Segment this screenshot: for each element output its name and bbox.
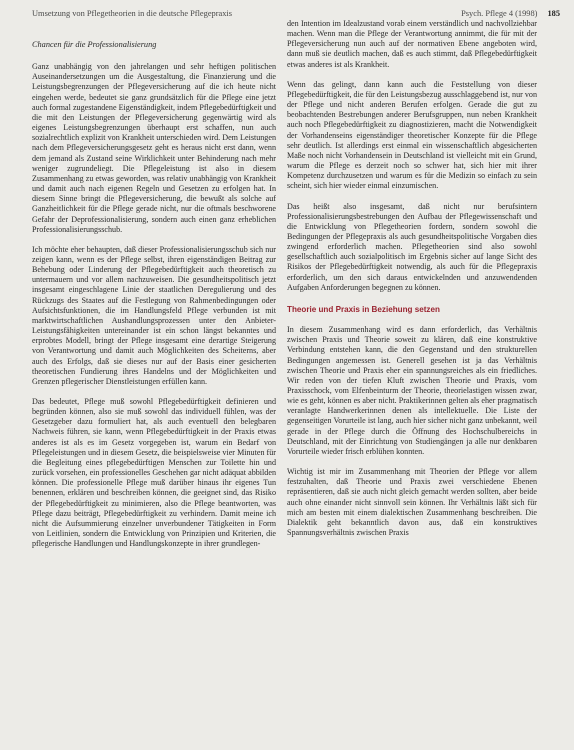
left-column bbox=[32, 32, 276, 740]
running-title: Umsetzung von Pflegetheorien in die deutsche Pflegepraxis bbox=[32, 9, 233, 18]
paragraph: den Intention im Idealzustand vorab einem verständlich und nachvollziehbar machen. Wenn man die Pflege der Verantwortung annimmt, die für mit der Pflegeversicherung nun auch auf der normativen Ebene angeboten wird, dann muß sie deutlich machen, daß es auch stimmt, daß Pflegebedürftigkeit etwas anderes ist als Krankheit. bbox=[287, 19, 537, 69]
paragraph: Wenn das gelingt, dann kann auch die Feststellung von dieser Pflegebedürftigkeit, die für den Leistungsbezug ausschlaggebend ist, nur von der Pflege und nicht anderen Berufen erfolgen. Gerade die gut zu beobachtenden Bestrebungen anderer Berufsgruppen, nun neben Krankheit auch noch Pflegebedürftigkeit zu diagnostizieren, macht die Notwendigkeit der Vorhandenseins eigenständiger theoretischer Konzepte für die Pflege sehr deutlich. Ist allerdings erst einmal ein wissenschaftlich abgesicherten Maße noch nicht Vorhandensein in Deutschland ist vielleicht mit ein Grund, warum die Pflege es derzeit noch so schwer hat, sich hier mit ihrer Kompetenz durchzusetzen und warum es für die Medizin so einfach zu sein scheint, sich hier wieder einmal einzumischen. bbox=[287, 79, 537, 191]
subheading: Chancen für die Professionalisierung bbox=[32, 40, 157, 49]
page-number: 185 bbox=[547, 9, 560, 18]
journal-citation: Psych. Pflege 4 (1998) bbox=[461, 9, 538, 18]
paragraph: Ganz unabhängig von den jahrelangen und sehr heftigen politischen Auseinandersetzungen um die Ausgestaltung, die Finanzierung und die Leistungsbegrenzungen der Pflegeversicherung auf die ich heute nicht eingehen werde, bedeutet sie ganz grundsätzlich für die Pflege eine jetzt auch formal zugestandene Eigenständigkeit, indem Pflegebedürftigkeit und die mit den Leistungen der Pflegeversicherung gegenwärtig wird als eigenes Leistungsbegrenzungen überhaupt erst schaffen, nun auch sozialrechtlich explizit von Krankheit unterschieden wird. Dem Leistungen nach dem Pflegeversicherungsgesetz geht es heraus nicht erst dann, wenn dem jemand als Zustand seine Wirklichkeit unter Behinderung nach mehr weniger zugrundeliegt. Die Pflegeleistung ist also in diesem Zusammenhang zu etwas geworden, was relativ unabhängig von Krankheit und damit auch nach eigenen Regeln und Gesetzen zu erfolgen hat. In diesem Sinne bringt die Pflegeversicherung, die bewußt als solche auf Ganzheitlichkeit für die Pflege gerade nicht, nur die oftmals beschworene Gefahr der Deprofessionalisierung, sondern auch einen ganz erheblichen Professionalisierungsschub. bbox=[32, 62, 276, 234]
paragraph: Das heißt also insgesamt, daß nicht nur berufsintern Professionalisierungsbestrebungen den Aufbau der Pflegewissenschaft und die Entwicklung von Pflegetheorien fordern, sondern sowohl die Bedingungen der Pflegepraxis als auch gesundheitspolitische Vorgaben dies zwingend erforderlich machen. Pflegetheorien sind also sowohl gesellschaftlich auch sozialpolitisch im Ergebnis sicher auf lange Sicht des Risikos der Pflegebedürftigkeit notwendig, als auch für die Pflegepraxis erforderlich, um den sich daraus entwickelnden und anzuwendenden Aufgaben Anforderungen begegnen zu können. bbox=[287, 201, 537, 292]
section-heading: Theorie und Praxis in Beziehung setzen bbox=[287, 304, 440, 314]
header-right bbox=[461, 9, 560, 18]
paragraph: Das bedeutet, Pflege muß sowohl Pflegebedürftigkeit definieren und begründen können, also sie muß sowohl das individuell fühlen, was der Gesetzgeber dazu formuliert hat, als auch eventuell den belegbaren Nachweis führen, sie kann, wenn Pflegebedürftigkeit in der Praxis etwas anderes ist als es im Gesetz vorgegeben ist, warum ein Bedarf von Pflegeleistungen und in diesem Gesetz, die beispielsweise vier Minuten für die Begleitung eines pflegebedürftigen Menschen zur Toilette hin und zurück vorsehen, ein professionelles Geschehen gar nicht adäquat abbilden können. Die professionelle Pflege muß darüber hinaus ihr eigenes Tun benennen, erklären und beschreiben können, die geeignet sind, das Risiko der Pflegebedürftigkeit zu minimieren, also die Pflege beantworten, was Pflege dazu beiträgt, Pflegebedürftigkeit zu verhindern. Damit meine ich nicht die Aufsummierung einzelner unverbundener Tätigkeiten in Form von Leitlinien, sondern die Entwicklung von Prinzipien und Kriterien, die pflegerische Handlungen und Handlungskonzepte in ihrer grundlegen- bbox=[32, 397, 276, 549]
paragraph: Ich möchte eher behaupten, daß dieser Professionalisierungsschub sich nur zeigen kann, wenn es der Pflege selbst, ihren eigenständigen Beitrag zur Behebung oder Linderung der Pflegebedürftigkeit auch theoretisch zu untermauern und vor allem nachzuweisen. Die gesundheitspolitisch jetzt insgesamt eingeschlagene Linie der staatlichen Deregulierung und des Rückzugs des Staates auf die Festlegung von Rahmenbedingungen oder Aufsichtsfunktionen, die im Handlungsfeld Pflege verbunden ist mit marktwirtschaftlichen Aushandlungsprozessen unter den Anbieter-Leistungsfähigkeiten untereinander ist ein schon längst bekanntes und erprobtes Modell, bringt der Pflege insgesamt eine derartige Steigerung von Verantwortung und damit auch Möglichkeiten des Scheiterns, aber auch des Erfolgs, daß sie dieses nur auf der Basis einer gesicherten theoretischen Fundierung ihres Handelns und der Möglichkeiten und Grenzen pflegerischer Dienstleistungen erfüllen kann. bbox=[32, 244, 276, 386]
paragraph: Wichtig ist mir im Zusammenhang mit Theorien der Pflege vor allem festzuhalten, daß Theorie und Praxis zwei verschiedene Ebenen repräsentieren, daß sie auch nicht gleich gemacht werden sollten, aber beide auch ohne einander nicht sinnvoll sein können. Ihr Verhältnis läßt sich für mich am besten mit einem dialektischen Zusammenhang beschreiben. Die Dialektik geht bekanntlich davon aus, daß ein konstruktives Spannungsverhältnis zwischen Praxis bbox=[287, 467, 537, 538]
right-column bbox=[287, 19, 537, 740]
paragraph: In diesem Zusammenhang wird es dann erforderlich, das Verhältnis zwischen Praxis und Theorie soweit zu klären, daß eine konstruktive Verbindung entstehen kann, die den Gegenstand und den strukturellen Bedingungen angemessen ist. Generell gesehen ist ja das Verhältnis zwischen Theorie und Praxis eher ein spannungsreiches als ein friedliches. Wir reden von der tiefen Kluft zwischen Theorie und Praxis, vom Praxisschock, vom Elfenbeinturm der Theorie, theorielastigen wissen zwar, wie es geht, können es aber nicht. Praktikerinnen gelten als eher pragmatisch veranlagte Handwerkerinnen denen als intellektuelle. Die Liste der gegenseitigen Vorurteile ist lang, auch hier sicher nicht ganz unbekannt, weil gerade in der Pflege durch die Öffnung des Hochschulbereichs in Deutschland, mit der Einrichtung von Studiengängen ja alle nur denkbaren Vorurteile wieder frisch erblühen konnten. bbox=[287, 325, 537, 456]
